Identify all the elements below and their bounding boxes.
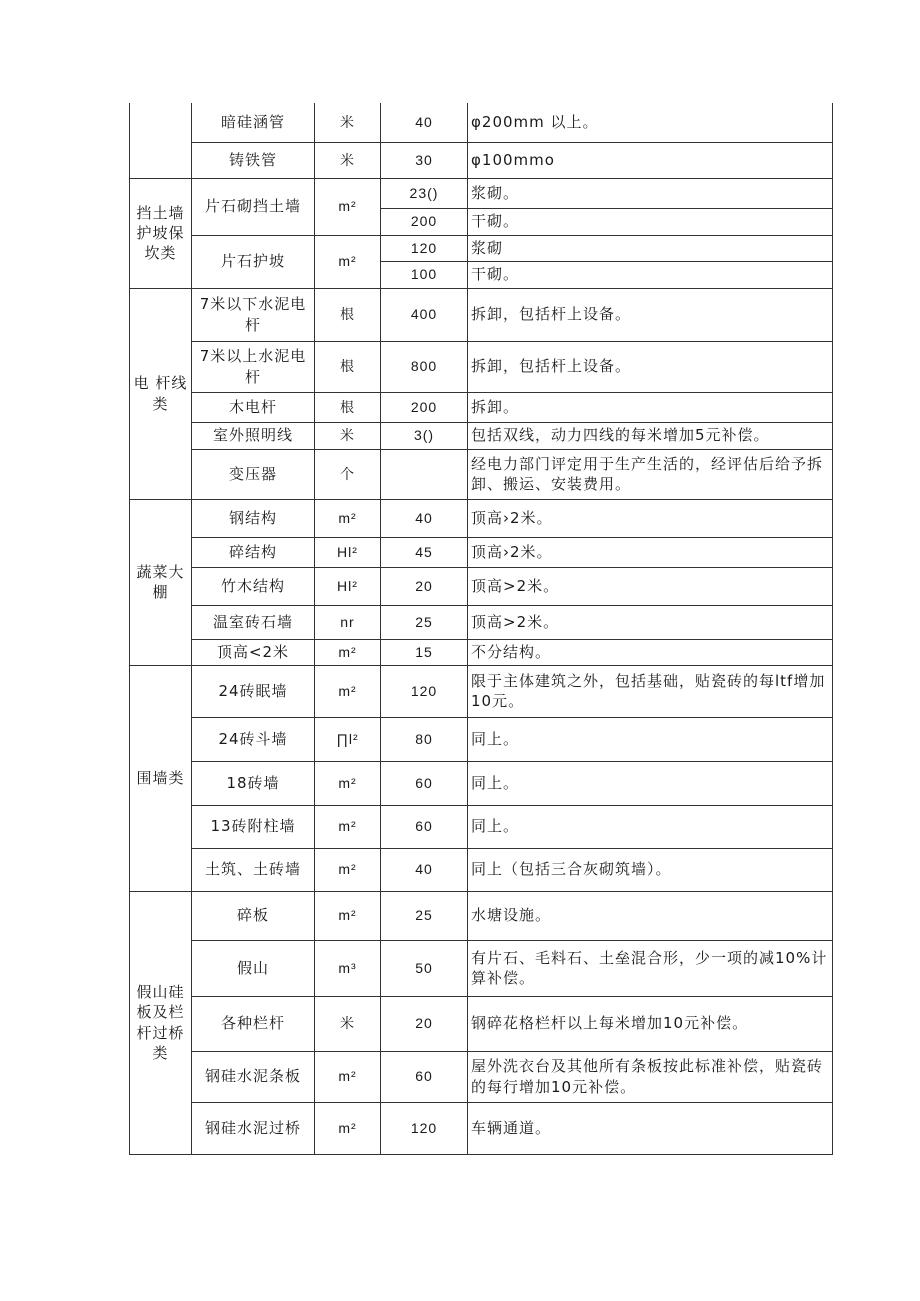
table-row	[130, 422, 833, 449]
unit-cell: m²	[315, 178, 381, 235]
note-cell: 同上（包括三合灰砌筑墙）。	[468, 848, 833, 891]
price-cell: 120	[381, 235, 468, 261]
price-cell: 80	[381, 717, 468, 761]
item-cell: 钢硅水泥过桥	[192, 1102, 315, 1154]
note-cell: 同上。	[468, 805, 833, 848]
note-cell: 限于主体建筑之外，包括基础，贴瓷砖的每ltf增加10元。	[468, 665, 833, 717]
note-cell: φ100mmo	[468, 142, 833, 178]
unit-cell: m²	[315, 891, 381, 940]
price-cell: 25	[381, 891, 468, 940]
price-cell: 20	[381, 996, 468, 1051]
note-cell: 拆卸。	[468, 392, 833, 422]
note-cell: 顶高›2米。	[468, 499, 833, 537]
price-cell: 40	[381, 848, 468, 891]
price-cell: 40	[381, 499, 468, 537]
price-cell: 60	[381, 805, 468, 848]
table-row	[130, 717, 833, 761]
item-cell: 钢结构	[192, 499, 315, 537]
price-cell: 3()	[381, 422, 468, 449]
note-cell: 顶高>2米。	[468, 567, 833, 605]
item-cell: 18砖墙	[192, 761, 315, 805]
item-cell: 24砖斗墙	[192, 717, 315, 761]
note-cell: 屋外洗衣台及其他所有条板按此标准补偿，贴瓷砖的每行增加10元补偿。	[468, 1051, 833, 1102]
note-cell: 顶高›2米。	[468, 537, 833, 567]
price-cell: 15	[381, 639, 468, 665]
price-cell	[381, 449, 468, 499]
price-cell: 100	[381, 261, 468, 288]
category-cell-empty	[130, 103, 192, 178]
category-cell: 围墙类	[130, 665, 192, 891]
unit-cell: Hl²	[315, 567, 381, 605]
note-cell: 浆砌	[468, 235, 833, 261]
table-row	[130, 341, 833, 392]
item-cell: 各种栏杆	[192, 996, 315, 1051]
item-cell: 7米以上水泥电杆	[192, 341, 315, 392]
price-cell: 23()	[381, 178, 468, 208]
item-cell: 碎结构	[192, 537, 315, 567]
item-cell: 室外照明线	[192, 422, 315, 449]
unit-cell: m³	[315, 940, 381, 996]
table-row	[130, 142, 833, 178]
table-row	[130, 605, 833, 639]
item-cell: 暗硅涵管	[192, 103, 315, 142]
table-row	[130, 805, 833, 848]
unit-cell: m²	[315, 665, 381, 717]
item-cell: 竹木结构	[192, 567, 315, 605]
unit-cell: 根	[315, 288, 381, 341]
note-cell: 经电力部门评定用于生产生活的，经评估后给予拆卸、搬运、安装费用。	[468, 449, 833, 499]
price-cell: 45	[381, 537, 468, 567]
item-cell: 片石护坡	[192, 235, 315, 288]
unit-cell: m²	[315, 1102, 381, 1154]
table-row	[130, 639, 833, 665]
table-row	[130, 848, 833, 891]
table-row	[130, 235, 833, 261]
category-cell: 电 杆线类	[130, 288, 192, 499]
table-row	[130, 996, 833, 1051]
note-cell: 水塘设施。	[468, 891, 833, 940]
table-row	[130, 103, 833, 142]
unit-cell: 米	[315, 103, 381, 142]
unit-cell: 根	[315, 341, 381, 392]
note-cell: 浆砌。	[468, 178, 833, 208]
item-cell: 变压器	[192, 449, 315, 499]
category-cell: 挡土墙护坡保坎类	[130, 178, 192, 288]
note-cell: 有片石、毛料石、土垒混合形，少一项的减10%计算补偿。	[468, 940, 833, 996]
item-cell: 钢硅水泥条板	[192, 1051, 315, 1102]
unit-cell: m²	[315, 235, 381, 288]
item-cell: 铸铁管	[192, 142, 315, 178]
table-row	[130, 891, 833, 940]
price-cell: 25	[381, 605, 468, 639]
price-cell: 120	[381, 665, 468, 717]
price-cell: 30	[381, 142, 468, 178]
unit-cell: 米	[315, 996, 381, 1051]
table-row	[130, 761, 833, 805]
note-cell: φ200mm 以上。	[468, 103, 833, 142]
price-cell: 50	[381, 940, 468, 996]
table-row	[130, 449, 833, 499]
unit-cell: 米	[315, 142, 381, 178]
note-cell: 包括双线，动力四线的每米增加5元补偿。	[468, 422, 833, 449]
price-cell: 20	[381, 567, 468, 605]
note-cell: 干砌。	[468, 261, 833, 288]
unit-cell: m²	[315, 848, 381, 891]
table-row	[130, 1102, 833, 1154]
unit-cell: 米	[315, 422, 381, 449]
item-cell: 碎板	[192, 891, 315, 940]
note-cell: 顶高>2米。	[468, 605, 833, 639]
price-cell: 60	[381, 761, 468, 805]
compensation-table	[129, 103, 833, 1155]
unit-cell: m²	[315, 761, 381, 805]
price-cell: 40	[381, 103, 468, 142]
unit-cell: nr	[315, 605, 381, 639]
note-cell: 钢碎花格栏杆以上每米增加10元补偿。	[468, 996, 833, 1051]
table-row	[130, 940, 833, 996]
table-row	[130, 537, 833, 567]
item-cell: 假山	[192, 940, 315, 996]
category-cell: 假山硅板及栏杆过桥类	[130, 891, 192, 1154]
item-cell: 7米以下水泥电杆	[192, 288, 315, 341]
item-cell: 温室砖石墙	[192, 605, 315, 639]
price-cell: 60	[381, 1051, 468, 1102]
note-cell: 同上。	[468, 761, 833, 805]
unit-cell: ∏l²	[315, 717, 381, 761]
price-cell: 200	[381, 392, 468, 422]
item-cell: 片石砌挡土墙	[192, 178, 315, 235]
note-cell: 同上。	[468, 717, 833, 761]
unit-cell: 个	[315, 449, 381, 499]
table-row	[130, 665, 833, 717]
unit-cell: Hl²	[315, 537, 381, 567]
unit-cell: m²	[315, 1051, 381, 1102]
price-cell: 200	[381, 208, 468, 235]
item-cell: 土筑、土砖墙	[192, 848, 315, 891]
price-cell: 400	[381, 288, 468, 341]
note-cell: 车辆通道。	[468, 1102, 833, 1154]
item-cell: 24砖眠墙	[192, 665, 315, 717]
note-cell: 干砌。	[468, 208, 833, 235]
table-row	[130, 1051, 833, 1102]
table-row	[130, 567, 833, 605]
table-row	[130, 288, 833, 341]
note-cell: 拆卸，包括杆上设备。	[468, 341, 833, 392]
unit-cell: m²	[315, 805, 381, 848]
table-row	[130, 392, 833, 422]
table-row	[130, 178, 833, 208]
note-cell: 拆卸，包括杆上设备。	[468, 288, 833, 341]
item-cell: 顶高<2米	[192, 639, 315, 665]
price-cell: 800	[381, 341, 468, 392]
price-cell: 120	[381, 1102, 468, 1154]
category-cell: 蔬菜大棚	[130, 499, 192, 665]
unit-cell: m²	[315, 639, 381, 665]
note-cell: 不分结构。	[468, 639, 833, 665]
unit-cell: 根	[315, 392, 381, 422]
item-cell: 木电杆	[192, 392, 315, 422]
unit-cell: m²	[315, 499, 381, 537]
table-row	[130, 499, 833, 537]
item-cell: 13砖附柱墙	[192, 805, 315, 848]
